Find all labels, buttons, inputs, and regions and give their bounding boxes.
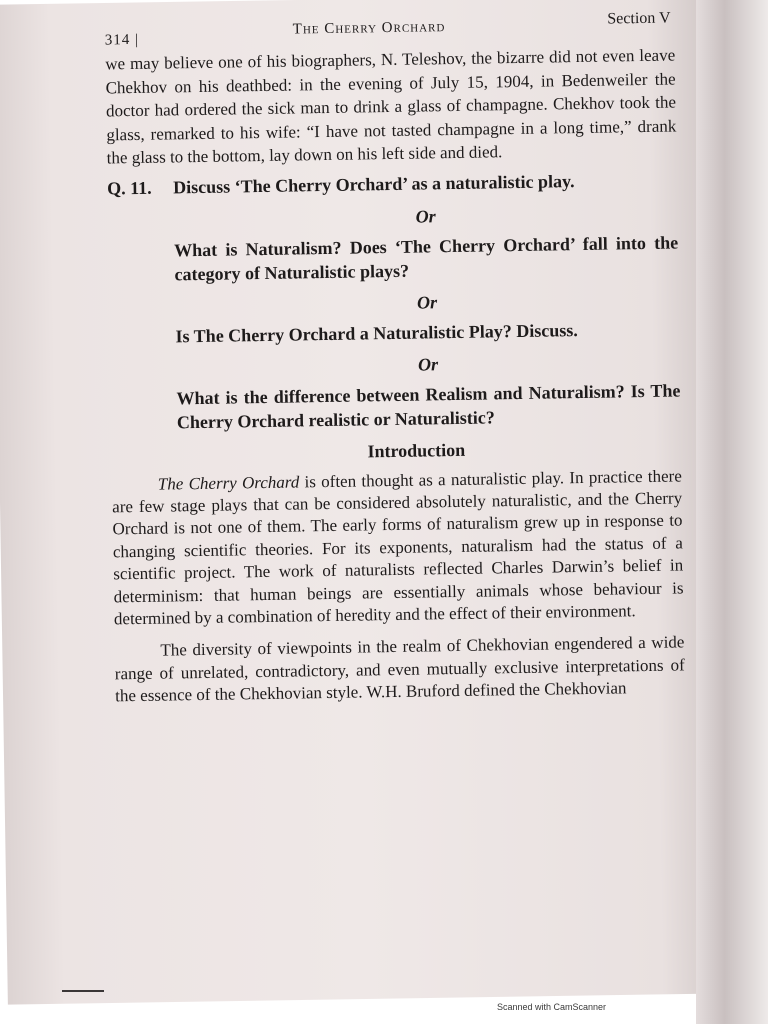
scanner-watermark: Scanned with CamScanner <box>497 1002 607 1012</box>
running-title: The Cherry Orchard <box>292 19 446 38</box>
or-separator: Or <box>415 205 436 227</box>
section-label: Section V <box>607 9 671 28</box>
question-block <box>107 167 677 201</box>
page-number: 314 | <box>104 31 140 49</box>
or-separator: Or <box>417 353 439 375</box>
body-paragraph <box>112 465 684 631</box>
alternative-question: What is Naturalism? Does ‘The Cherry Orchard’ fall into the category of Naturalistic plays? <box>174 231 679 284</box>
italic-book-title: The Cherry Orchard <box>157 471 300 494</box>
alternative-question: What is the difference between Realism and Naturalism? Is The Cherry Orchard realistic or Naturalistic? <box>176 379 681 432</box>
or-separator: Or <box>416 291 438 313</box>
body-paragraph: The diversity of viewpoints in the realm of Chekhovian engendered a wide range of unrelated, contradictory, and even mutually exclusive interpretations of the essence of the Chekhovian style. W.H. Bruford defined the Chekhovian <box>114 632 685 706</box>
book-spine-shadow <box>696 0 768 1024</box>
page-content <box>104 8 685 708</box>
question-text: Discuss ‘The Cherry Orchard’ as a naturalistic play. <box>173 170 575 197</box>
question-number: Q. 11. <box>107 177 152 198</box>
continued-paragraph: we may believe one of his biographers, N. Teleshov, the bizarre did not even leave Chekhov on his deathbed: in the evening of July 15, 1904, in Bedenweiler the doctor had ordered the sick man to drink a glass of champagne. Chekhov took the glass, remarked to his wife: “I have not tasted champagne in a long time,” drank the glass to the bottom, lay down on his left side and died. <box>105 45 677 168</box>
footnote-rule <box>62 990 104 992</box>
section-heading: Introduction <box>367 439 466 461</box>
alternative-question: Is The Cherry Orchard a Naturalistic Play? Discuss. <box>175 319 578 346</box>
paragraph-text: is often thought as a naturalistic play. In practice there are few stage plays that can be considered absolutely naturalistic, and the Cherry Orchard is not one of them. The early forms of naturalism grew up in response to changing scientific theories. For its exponents, naturalism had the status of a scientific project. The work of naturalists reflected Charles Darwin’s belief in determinism: that human beings are essentially animals whose behaviour is determined by a combination of heredity and the effect of their environment. <box>112 465 684 629</box>
